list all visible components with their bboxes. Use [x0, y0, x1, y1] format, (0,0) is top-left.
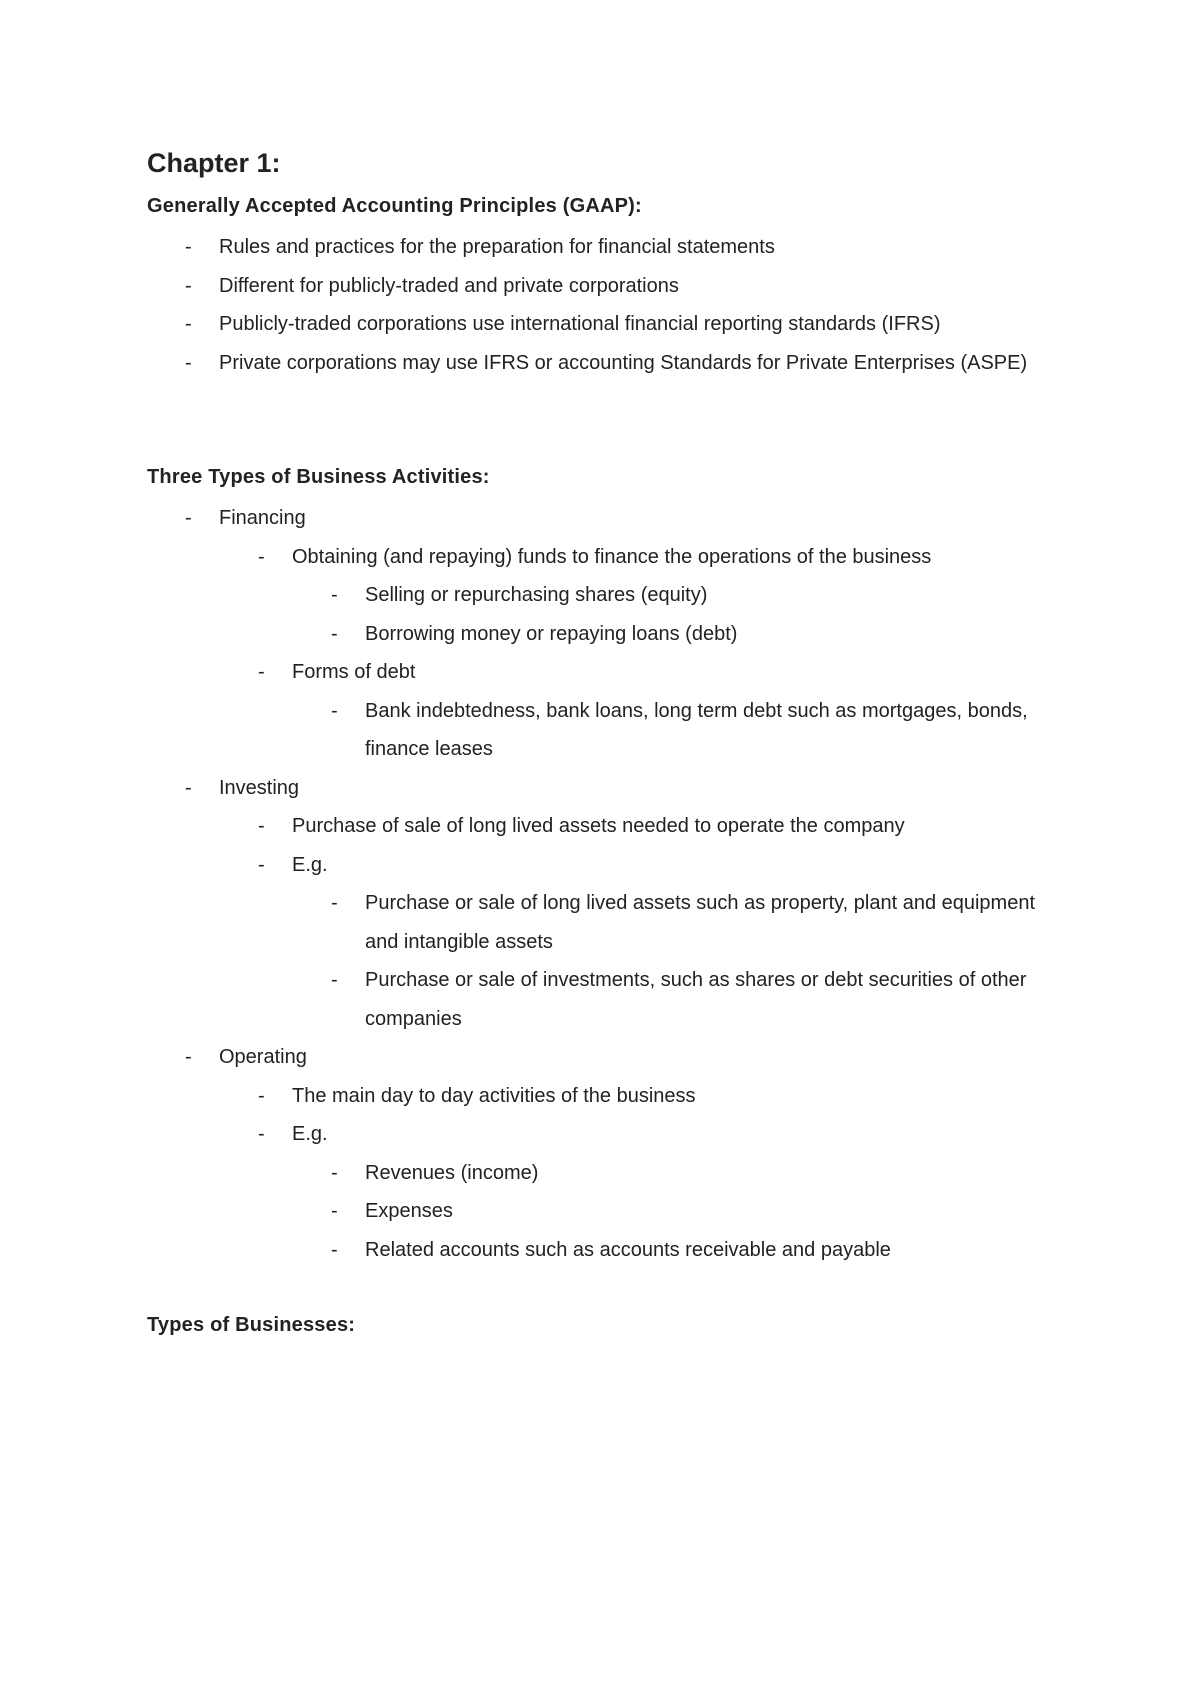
list-item [258, 807, 1077, 846]
list-item-text: Revenues (income) [365, 1161, 539, 1184]
bullet-dash: - [331, 699, 338, 722]
list-item-text: Selling or repurchasing shares (equity) [365, 584, 708, 606]
bullet-dash: - [331, 892, 338, 914]
list-item-text: Private corporations may use IFRS or accounting Standards for Private Enterprises (ASPE) [219, 351, 1028, 374]
bullet-dash: - [258, 1084, 265, 1107]
list-item [258, 1077, 1077, 1116]
bullet-dash: - [185, 351, 192, 374]
list-item-text: Related accounts such as accounts receivable and payable [365, 1238, 891, 1261]
list-item-text: Purchase of sale of long lived assets needed to operate the company [292, 815, 905, 837]
gaap-bullet-list [147, 228, 1077, 382]
list-item [185, 267, 1077, 306]
bullet-dash: - [185, 236, 192, 258]
list-item-text: Publicly-traded corporations use international financial reporting standards (IFRS) [219, 313, 941, 335]
list-item-text: Operating [219, 1046, 307, 1068]
list-item [258, 653, 1077, 692]
list-item-text: Different for publicly-traded and private corporations [219, 274, 679, 297]
list-item-text: E.g. [292, 853, 328, 876]
list-item [331, 615, 1065, 654]
section-heading-business-activities: Three Types of Business Activities: [147, 466, 490, 488]
list-item-text: Bank indebtedness, bank loans, long term debt such as mortgages, bonds, finance leases [365, 699, 1028, 760]
bullet-dash: - [185, 274, 192, 297]
bullet-dash: - [331, 1238, 338, 1261]
bullet-dash: - [258, 853, 265, 876]
list-item [331, 1192, 1065, 1231]
list-item [185, 1038, 1077, 1077]
list-item [185, 344, 1077, 383]
section-heading-types-of-businesses: Types of Businesses: [147, 1314, 356, 1336]
list-item-text: Purchase or sale of investments, such as shares or debt securities of other companies [365, 969, 1027, 1030]
bullet-dash: - [185, 1046, 192, 1068]
list-item-text: Obtaining (and repaying) funds to finance the operations of the business [292, 545, 932, 568]
bullet-dash: - [185, 313, 192, 335]
list-item [258, 1115, 1077, 1154]
bullet-dash: - [185, 776, 192, 799]
bullet-dash: - [258, 661, 265, 683]
list-item [185, 305, 1077, 344]
list-item [331, 1231, 1065, 1270]
bullet-dash: - [258, 1123, 265, 1145]
list-item-text: Expenses [365, 1200, 453, 1222]
list-item [185, 228, 1077, 267]
bullet-dash: - [185, 507, 192, 529]
list-item-text: Purchase or sale of long lived assets such as property, plant and equipment and intangible assets [365, 892, 1036, 953]
business-activities-bullet-list [147, 499, 1077, 1269]
list-item-text: Financing [219, 507, 306, 529]
list-item [258, 846, 1077, 885]
list-item-text: Borrowing money or repaying loans (debt) [365, 622, 738, 645]
list-item [331, 692, 1065, 769]
section-heading-gaap: Generally Accepted Accounting Principles (GAAP): [147, 195, 642, 217]
list-item-text: E.g. [292, 1123, 328, 1145]
bullet-dash: - [331, 1200, 338, 1222]
bullet-dash: - [331, 1161, 338, 1184]
chapter-title: Chapter 1: [147, 148, 281, 178]
bullet-dash: - [258, 815, 265, 837]
bullet-dash: - [331, 584, 338, 606]
list-item [258, 538, 1077, 577]
list-item-text: Investing [219, 776, 300, 799]
bullet-dash: - [331, 969, 338, 991]
bullet-dash: - [331, 622, 338, 645]
list-item-text: The main day to day activities of the business [292, 1084, 696, 1107]
list-item-text: Forms of debt [292, 661, 416, 683]
list-item [331, 961, 1065, 1038]
bullet-dash: - [258, 545, 265, 568]
list-item [331, 1154, 1065, 1193]
list-item [331, 884, 1065, 961]
list-item [185, 769, 1077, 808]
list-item-text: Rules and practices for the preparation for financial statements [219, 236, 775, 258]
list-item [185, 499, 1077, 538]
list-item [331, 576, 1065, 615]
